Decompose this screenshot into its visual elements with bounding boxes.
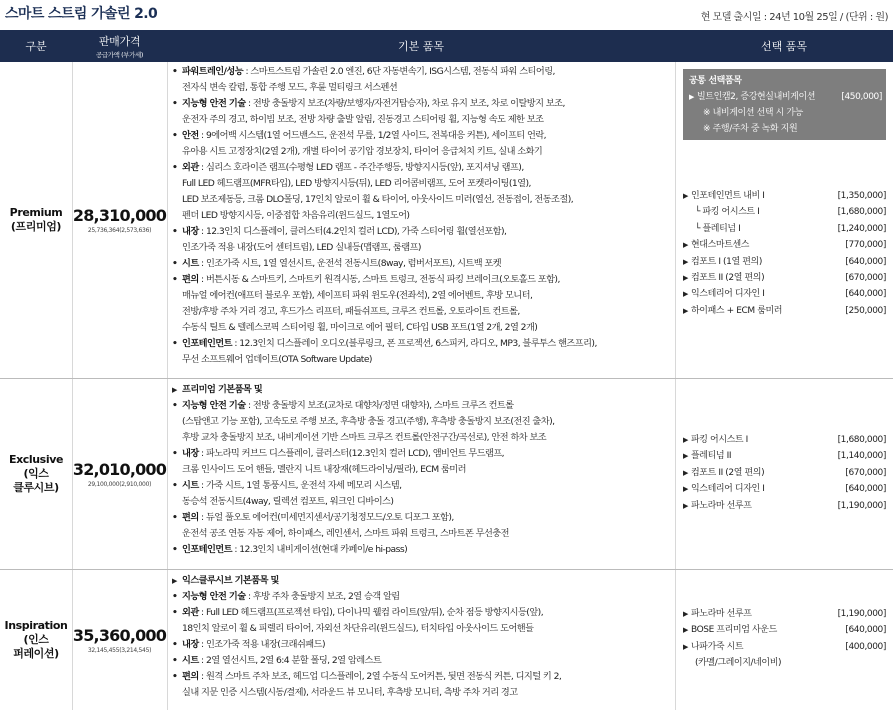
common-item: ▶ 빌트인캠2, 증강현실내비게이션 [450,000] [689,92,882,102]
triangle-icon: ▶ [683,452,688,461]
triangle-icon: ▶ [683,290,688,299]
option-price: [1,140,000] [837,451,886,462]
option-price: [1,190,000] [837,609,886,619]
trim-row-inspiration [0,570,893,710]
basic-line: 매뉴얼 에어컨(애프터 블로우 포함), 세이프티 파워 윈도우(전좌석), 2열 에어벤트, 후방 모니터, [182,290,533,301]
option-price: [1,680,000] [837,207,886,218]
triangle-icon: ▶ [683,241,688,250]
trim-row-premium [0,62,893,379]
triangle-icon: ▶ [683,257,688,266]
triangle-icon: ▶ [172,386,177,394]
basic-line: 무선 소프트웨어 업데이트(OTA Software Update) [182,354,372,365]
page-title: 스마트 스트림 가솔린 2.0 [5,6,158,22]
trim-name: Exclusive (익스 클루시브) [8,453,64,494]
common-options-box [683,69,886,140]
option-list [683,432,886,514]
trim-price [72,62,167,378]
option-item: ▶ 나파가죽 시트 [400,000] [683,639,886,655]
option-price: [250,000] [845,305,886,316]
common-note-1: ※ 내비게이션 선택 시 가능 [703,108,803,118]
option-price: [670,000] [845,272,886,283]
basic-line: 실내 지문 인증 시스템(시동/결제), 서라운드 뷰 모니터, 후측방 모니터, 측방 주차 거리 경고 [182,687,518,698]
option-item: ▶ 컴포트 II (2열 편의) [670,000] [683,465,886,481]
bullet-icon: • [172,591,178,602]
option-price: [770,000] [845,240,886,251]
trim-name: Inspiration (인스 퍼레이션) [4,619,68,660]
option-item: (카멜/그레이지/네이비) [695,658,782,669]
option-item: ▶ 파노라마 선루프 [1,190,000] [683,606,886,622]
basic-line: 펜더 LED 방향지시등, 이중접합 차음유리(윈드실드, 1열도어) [182,210,410,221]
option-item: ▶ 파킹 어시스트 I [1,680,000] [683,432,886,448]
option-item: ▶ 현대스마트센스 [770,000] [683,237,886,253]
basic-line: 유아용 시트 고정장치(2열 2개), 개별 타이어 공기압 경보장치, 타이어 응급처치 키트, 실내 소화기 [182,146,543,157]
basic-line: 전자식 변속 칼럼, 통합 주행 모드, 후륜 멀티링크 서스펜션 [182,82,398,93]
trim-price [72,379,167,569]
header-price [72,30,167,62]
option-price: [1,680,000] [837,435,886,445]
basic-line: • 외관 : 심리스 호라이즌 램프(수평형 LED 램프 - 주간주행등, 방향지시등(앞), 포지셔닝 램프), [172,160,672,176]
option-item: ▶ 컴포트 II (2열 편의) [670,000] [683,270,886,286]
bullet-icon: • [172,400,178,411]
triangle-icon: ▶ [683,192,688,200]
basic-line: • 인포테인먼트 : 12.3인치 디스플레이 오디오(블루링크, 폰 프로젝션, 6스피커, 라디오, MP3, 블루투스 핸즈프리), [172,336,672,352]
bullet-icon: • [172,130,178,141]
bullet-icon: • [172,66,178,77]
basic-line: • 내장 : 파노라믹 커브드 디스플레이, 클러스터(12.3인치 컬러 LCD), 앰비언트 무드램프, [172,446,672,462]
release-note: 현 모델 출시일 : 24년 10월 25일 / (단위 : 원) [700,12,888,23]
basic-line: • 내장 : 인조가죽 적용 내장(크래쉬패드) [172,637,672,653]
bullet-icon: • [172,448,178,459]
basic-line: ▶ 익스클루시브 기본품목 및 [172,573,672,589]
triangle-icon: ▶ [683,626,688,635]
common-title: 공통 선택품목 [689,76,742,86]
triangle-icon: ▶ [683,501,688,510]
header-price-sub: 공급가액 (부가세) [95,51,144,59]
basic-line: LED 보조제동등, 크롬 DLO몰딩, 17인치 알로이 휠 & 타이어, 아웃사이드 미러(열선, 전동접이, 전동조절), [182,194,574,205]
price-main: 28,310,000 [72,206,167,225]
bullet-icon: • [172,98,178,109]
basic-line: ▶ 프리미엄 기본품목 및 [172,382,672,398]
basic-line: 인조가죽 적용 내장(도어 센터트림), LED 실내등(맵램프, 룸램프) [182,242,421,253]
option-item: ▶ 인포테인먼트 내비 I [1,350,000] [683,188,886,204]
option-price: [640,000] [845,289,886,300]
trim-row-exclusive [0,379,893,570]
option-price: [1,350,000] [837,191,886,201]
price-main: 35,360,000 [72,626,167,645]
basic-line: 18인치 알로이 휠 & 피렐리 타이어, 자외선 차단유리(윈드실드), 터치타입 아웃사이드 도어핸들 [182,623,534,634]
common-note-2: ※ 주행/주차 중 녹화 지원 [703,124,798,134]
option-price: [1,190,000] [837,500,886,511]
basic-line: • 인포테인먼트 : 12.3인치 내비게이션(현대 카페이/e hi-pass) [172,542,672,558]
basic-line: 크롬 인사이드 도어 핸들, 멜란지 니트 내장재(헤드라이닝/필라), ECM 룸미러 [182,464,466,475]
header-options: 선택 품목 [760,40,807,53]
option-item: ▶ 플레티넘 II [1,140,000] [683,448,886,464]
bullet-icon: • [172,655,178,666]
option-price: [400,000] [845,641,886,652]
triangle-icon: ▶ [683,273,688,282]
basic-line: 수동식 틸트 & 텔레스코픽 스티어링 휠, 마이크로 에어 필터, C타입 USB 포트(1열 2개, 2열 2개) [182,322,538,333]
basic-line: 운전석 공조 연동 자동 제어, 하이패스, 레인센서, 스마트 파워 트렁크, 스마트폰 무선충전 [182,528,509,539]
option-item: ▶ 파노라마 선루프 [1,190,000] [683,498,886,514]
basic-items [172,64,672,368]
basic-line: • 편의 : 원격 스마트 주차 보조, 헤드업 디스플레이, 2열 수동식 도어커튼, 뒷면 전동식 커튼, 디지털 키 2, [172,669,672,685]
triangle-icon: ▶ [683,610,688,618]
triangle-icon: ▶ [683,485,688,494]
basic-line: 운전자 주의 경고, 하이빔 보조, 전방 차량 출발 알림, 진동경고 스티어링 휠, 지능형 속도 제한 보조 [182,114,544,125]
price-sub: 32,145,455(3,214,545) [87,647,152,654]
option-list [683,606,886,672]
basic-line: 전방/후방 주차 거리 경고, 후드가스 리프터, 패들쉬프트, 크루즈 컨트롤, 오토라이트 컨트롤, [182,306,520,317]
basic-line: • 시트 : 2열 열선시트, 2열 6:4 분할 폴딩, 2열 암레스트 [172,653,672,669]
option-item: └ 파킹 어시스트 I [1,680,000] [683,204,886,220]
option-item: ▶ 익스테리어 디자인 I [640,000] [683,481,886,497]
basic-items [172,573,672,701]
bullet-icon: • [172,544,178,555]
basic-line: • 지능형 안전 기술 : 전방 충돌방지 보조(차량/보행자/자전거탑승자), 차로 유지 보조, 차로 이탈방지 보조, [172,96,672,112]
price-main: 32,010,000 [72,460,167,479]
option-item: └ 플레티넘 I [1,240,000] [683,221,886,237]
basic-line: • 파워트레인/성능 : 스마트스트림 가솔린 2.0 엔진, 6단 자동변속기, ISG시스템, 전동식 파워 스티어링, [172,64,672,80]
table-header [0,30,893,62]
triangle-icon: ▶ [683,306,688,315]
header-price-label: 판매가격 [98,35,141,48]
basic-line: Full LED 헤드램프(MFR타입), LED 방향지시등(뒤), LED 리어콤비램프, 도어 포켓라이팅(1열), [182,178,531,189]
trim-price [72,570,167,710]
bullet-icon: • [172,639,178,650]
basic-line: 후방 교차 충돌방지 보조, 내비게이션 기반 스마트 크루즈 컨트롤(안전구간/곡선로), 안전 하차 보조 [182,432,547,443]
basic-items [172,382,672,558]
basic-line: • 지능형 안전 기술 : 전방 충돌방지 보조(교차로 대향차/정면 대향차), 스마트 크루즈 컨트롤 [172,398,672,414]
option-price: [640,000] [845,484,886,495]
bullet-icon: • [172,258,178,269]
bullet-icon: • [172,671,178,682]
option-item: ▶ 하이패스 + ECM 룸미러 [250,000] [683,303,886,319]
bullet-icon: • [172,274,178,285]
triangle-icon: ▶ [683,436,688,444]
option-item: ▶ 컴포트 I (1열 편의) [640,000] [683,254,886,270]
basic-line: • 지능형 안전 기술 : 후방 주차 충돌방지 보조, 2열 승객 알림 [172,589,672,605]
bullet-icon: • [172,607,178,618]
option-price: [1,240,000] [837,223,886,234]
triangle-icon: ▶ [683,468,688,477]
basic-line: • 편의 : 버튼시동 & 스마트키, 스마트키 원격시동, 스마트 트렁크, 전동식 파킹 브레이크(오토홀드 포함), [172,272,672,288]
option-item: ▶ BOSE 프리미엄 사운드 [640,000] [683,622,886,638]
bullet-icon: • [172,338,178,349]
triangle-icon: ▶ [683,642,688,651]
option-price: [670,000] [845,467,886,478]
basic-line: • 시트 : 가죽 시트, 1열 통풍시트, 운전석 자세 메모리 시스템, [172,478,672,494]
basic-line: • 외관 : Full LED 헤드램프(프로젝션 타입), 다이나믹 웰컴 라이트(앞/뒤), 순차 점등 방향지시등(앞), [172,605,672,621]
basic-line: • 편의 : 듀얼 풀오토 에어컨(미세먼지센서/공기청정모드/오토 디포그 포함), [172,510,672,526]
bullet-icon: • [172,512,178,523]
triangle-icon: ▶ [172,577,177,585]
price-sub: 29,100,000(2,910,000) [87,481,152,488]
option-list [683,188,886,319]
basic-line: (스탑앤고 기능 포함), 고속도로 주행 보조, 후측방 충돌 경고(주행), 후측방 충돌방지 보조(전진 출차), [182,416,555,427]
basic-line: • 시트 : 인조가죽 시트, 1열 열선시트, 운전석 전동시트(8way, 럼버서포트), 시트백 포켓 [172,256,672,272]
bullet-icon: • [172,480,178,491]
option-price: [640,000] [845,256,886,267]
header-basic: 기본 품목 [397,40,444,53]
basic-line: • 안전 : 9에어백 시스템(1열 어드밴스드, 운전석 무릎, 1/2열 사이드, 전복대응 커튼), 세이프티 언락, [172,128,672,144]
price-sub: 25,736,364(2,573,636) [87,227,152,234]
bullet-icon: • [172,162,178,173]
option-item: ▶ 익스테리어 디자인 I [640,000] [683,286,886,302]
top-bar [0,0,893,30]
option-price: [640,000] [845,625,886,636]
bullet-icon: • [172,226,178,237]
basic-line: • 내장 : 12.3인치 디스플레이, 클러스터(4.2인치 컬러 LCD), 가죽 스티어링 휠(열선포함), [172,224,672,240]
trim-name: Premium (프리미엄) [9,206,63,233]
header-trim: 구분 [25,40,47,53]
basic-line: 동승석 전동시트(4way, 릴렉션 컴포트, 워크인 디바이스) [182,496,394,507]
